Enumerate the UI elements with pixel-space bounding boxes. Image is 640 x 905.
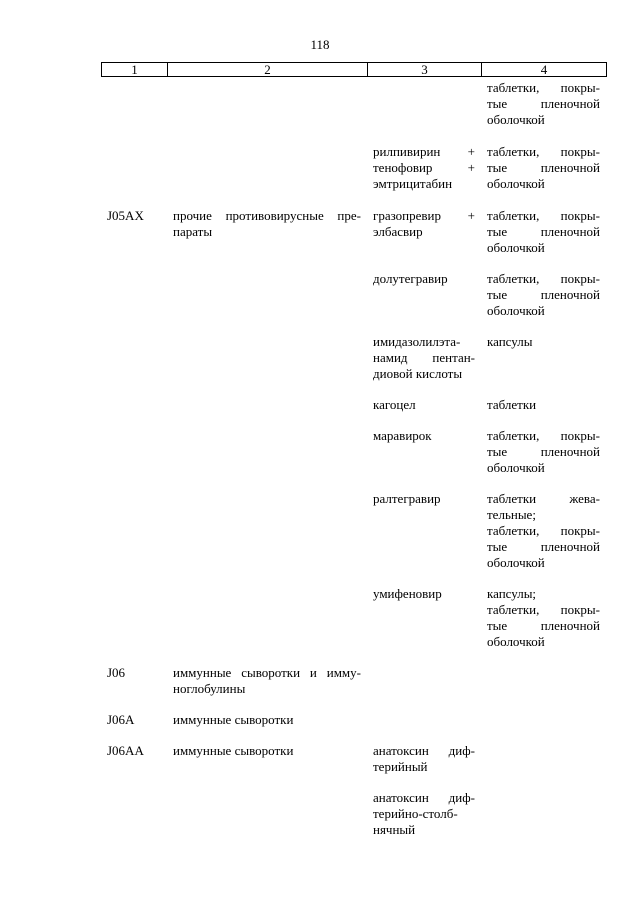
- drug-line: эмтрицитабин: [373, 176, 453, 191]
- row-form: [481, 397, 606, 413]
- table-row: [101, 271, 606, 319]
- table-row: [101, 790, 606, 838]
- row-code: [101, 743, 167, 775]
- group-line: иммунные сыворотки и имму-: [173, 665, 361, 680]
- group-line: параты: [173, 224, 213, 239]
- table-row: [101, 80, 606, 128]
- table-row: [101, 586, 606, 650]
- form-line: оболочкой: [487, 176, 545, 191]
- row-group: [167, 586, 367, 650]
- row-drug: [367, 743, 481, 775]
- drug-line: терийно-столб-: [373, 806, 458, 821]
- row-code: [101, 144, 167, 192]
- row-code: [101, 586, 167, 650]
- row-form: [481, 743, 606, 775]
- form-line: тые пленочной: [487, 618, 600, 633]
- drug-line: кагоцел: [373, 397, 416, 412]
- form-line: таблетки жева-: [487, 491, 600, 506]
- row-code: [101, 491, 167, 571]
- drug-line: анатоксин диф-: [373, 790, 475, 805]
- row-form: [481, 491, 606, 571]
- form-line: оболочкой: [487, 634, 545, 649]
- row-code: [101, 334, 167, 382]
- form-line: тые пленочной: [487, 160, 600, 175]
- form-line: таблетки, покры-: [487, 602, 600, 617]
- row-form: [481, 80, 606, 128]
- form-line: оболочкой: [487, 112, 545, 127]
- row-drug: [367, 334, 481, 382]
- row-form: [481, 665, 606, 697]
- form-line: оболочкой: [487, 460, 545, 475]
- form-line: тые пленочной: [487, 539, 600, 554]
- row-code: [101, 428, 167, 476]
- drug-line: терийный: [373, 759, 428, 774]
- row-form: [481, 428, 606, 476]
- column-header-2: 2: [168, 63, 368, 77]
- row-group: [167, 491, 367, 571]
- drug-line: диовой кислоты: [373, 366, 463, 381]
- form-line: таблетки, покры-: [487, 523, 600, 538]
- row-group: [167, 790, 367, 838]
- form-line: тые пленочной: [487, 287, 600, 302]
- table-row: [101, 334, 606, 382]
- form-line: таблетки, покры-: [487, 428, 600, 443]
- group-line: ноглобулины: [173, 681, 246, 696]
- table-row: [101, 743, 606, 775]
- atc-code: J06A: [107, 712, 135, 727]
- row-code: [101, 397, 167, 413]
- row-group: [167, 712, 367, 728]
- row-group: [167, 428, 367, 476]
- row-form: [481, 586, 606, 650]
- table-body: [101, 80, 606, 838]
- form-line: оболочкой: [487, 555, 545, 570]
- row-drug: [367, 790, 481, 838]
- form-line: таблетки: [487, 397, 537, 412]
- row-code: [101, 665, 167, 697]
- form-line: таблетки, покры-: [487, 80, 600, 95]
- drug-line: имидазолилэта-: [373, 334, 461, 349]
- drug-line: рилпивирин +: [373, 144, 475, 159]
- page-number: 118: [310, 37, 330, 52]
- atc-code: J06: [107, 665, 126, 680]
- row-form: [481, 271, 606, 319]
- form-line: тые пленочной: [487, 224, 600, 239]
- table-row: [101, 208, 606, 256]
- row-group: [167, 743, 367, 775]
- drug-line: долутегравир: [373, 271, 448, 286]
- drug-line: элбасвир: [373, 224, 423, 239]
- row-form: [481, 208, 606, 256]
- drug-line: тенофовир +: [373, 160, 475, 175]
- table-row: [101, 397, 606, 413]
- row-drug: [367, 712, 481, 728]
- row-form: [481, 790, 606, 838]
- column-header-4: 4: [482, 63, 607, 77]
- form-line: капсулы: [487, 334, 533, 349]
- column-header-3: 3: [368, 63, 482, 77]
- form-line: таблетки, покры-: [487, 208, 600, 223]
- row-form: [481, 712, 606, 728]
- form-line: оболочкой: [487, 240, 545, 255]
- row-drug: [367, 80, 481, 128]
- group-line: иммунные сыворотки: [173, 712, 294, 727]
- table-row: [101, 144, 606, 192]
- row-code: [101, 80, 167, 128]
- table-row: [101, 665, 606, 697]
- row-code: [101, 712, 167, 728]
- atc-code: J05AX: [107, 208, 144, 223]
- table-row: [101, 712, 606, 728]
- row-code: [101, 208, 167, 256]
- row-drug: [367, 665, 481, 697]
- row-form: [481, 144, 606, 192]
- group-line: иммунные сыворотки: [173, 743, 294, 758]
- table-row: [101, 491, 606, 571]
- row-drug: [367, 397, 481, 413]
- drug-line: нячный: [373, 822, 416, 837]
- row-drug: [367, 208, 481, 256]
- group-line: прочие противовирусные пре-: [173, 208, 361, 223]
- form-line: тельные;: [487, 507, 536, 522]
- row-group: [167, 208, 367, 256]
- drug-line: умифеновир: [373, 586, 442, 601]
- row-group: [167, 397, 367, 413]
- table-row: [101, 428, 606, 476]
- form-line: таблетки, покры-: [487, 144, 600, 159]
- row-group: [167, 80, 367, 128]
- row-group: [167, 665, 367, 697]
- drug-line: анатоксин диф-: [373, 743, 475, 758]
- atc-code: J06AA: [107, 743, 144, 758]
- row-group: [167, 334, 367, 382]
- column-header-1: 1: [102, 63, 168, 77]
- form-line: таблетки, покры-: [487, 271, 600, 286]
- drug-line: намид пентан-: [373, 350, 475, 365]
- drug-line: ралтегравир: [373, 491, 441, 506]
- row-drug: [367, 428, 481, 476]
- form-line: тые пленочной: [487, 444, 600, 459]
- row-drug: [367, 144, 481, 192]
- form-line: тые пленочной: [487, 96, 600, 111]
- drug-line: гразопревир +: [373, 208, 475, 223]
- row-form: [481, 334, 606, 382]
- row-drug: [367, 271, 481, 319]
- column-header-row: [101, 62, 607, 77]
- form-line: капсулы;: [487, 586, 537, 601]
- row-group: [167, 271, 367, 319]
- row-group: [167, 144, 367, 192]
- row-drug: [367, 586, 481, 650]
- row-code: [101, 790, 167, 838]
- form-line: оболочкой: [487, 303, 545, 318]
- row-code: [101, 271, 167, 319]
- row-drug: [367, 491, 481, 571]
- drug-line: маравирок: [373, 428, 432, 443]
